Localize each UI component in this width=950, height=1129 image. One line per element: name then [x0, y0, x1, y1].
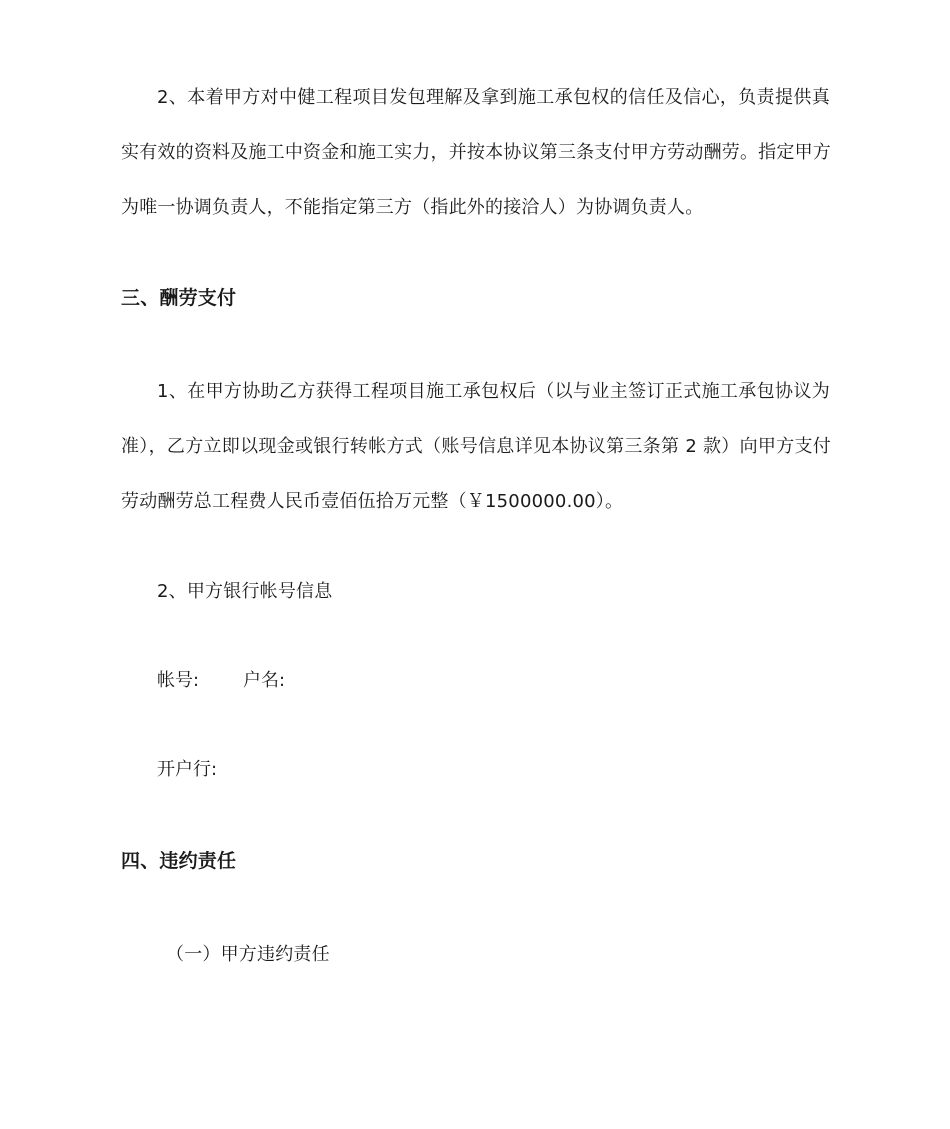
- text: 2、本着甲方对中健工程项目发包理解及拿到施工承包权的信任及信心，负责提供真: [157, 87, 830, 108]
- paragraph-line: 劳动酬劳总工程费人民币壹佰伍拾万元整（￥1500000.00）。: [121, 491, 624, 512]
- text: 1、在甲方协助乙方获得工程项目施工承包权后（以与业主签订正式施工承包协议为: [157, 381, 830, 402]
- paragraph-line: [157, 380, 830, 404]
- account-name-label: 户名:: [243, 670, 286, 691]
- section-heading: 三、酬劳支付: [121, 287, 237, 309]
- item-title: 2、甲方银行帐号信息: [157, 581, 333, 602]
- bank-branch-label: 开户行:: [157, 759, 218, 780]
- paragraph-line: 为唯一协调负责人，不能指定第三方（指此外的接洽人）为协调负责人。: [121, 197, 704, 218]
- paragraph-line: [157, 86, 830, 110]
- paragraph-line: 准），乙方立即以现金或银行转帐方式（账号信息详见本协议第三条第 2 款）向甲方支付: [121, 436, 831, 457]
- paragraph-line: 实有效的资料及施工中资金和施工实力，并按本协议第三条支付甲方劳动酬劳。指定甲方: [121, 142, 831, 163]
- sub-heading: （一）甲方违约责任: [166, 944, 330, 965]
- account-number-label: 帐号:: [157, 670, 200, 691]
- section-heading: 四、违约责任: [121, 850, 237, 872]
